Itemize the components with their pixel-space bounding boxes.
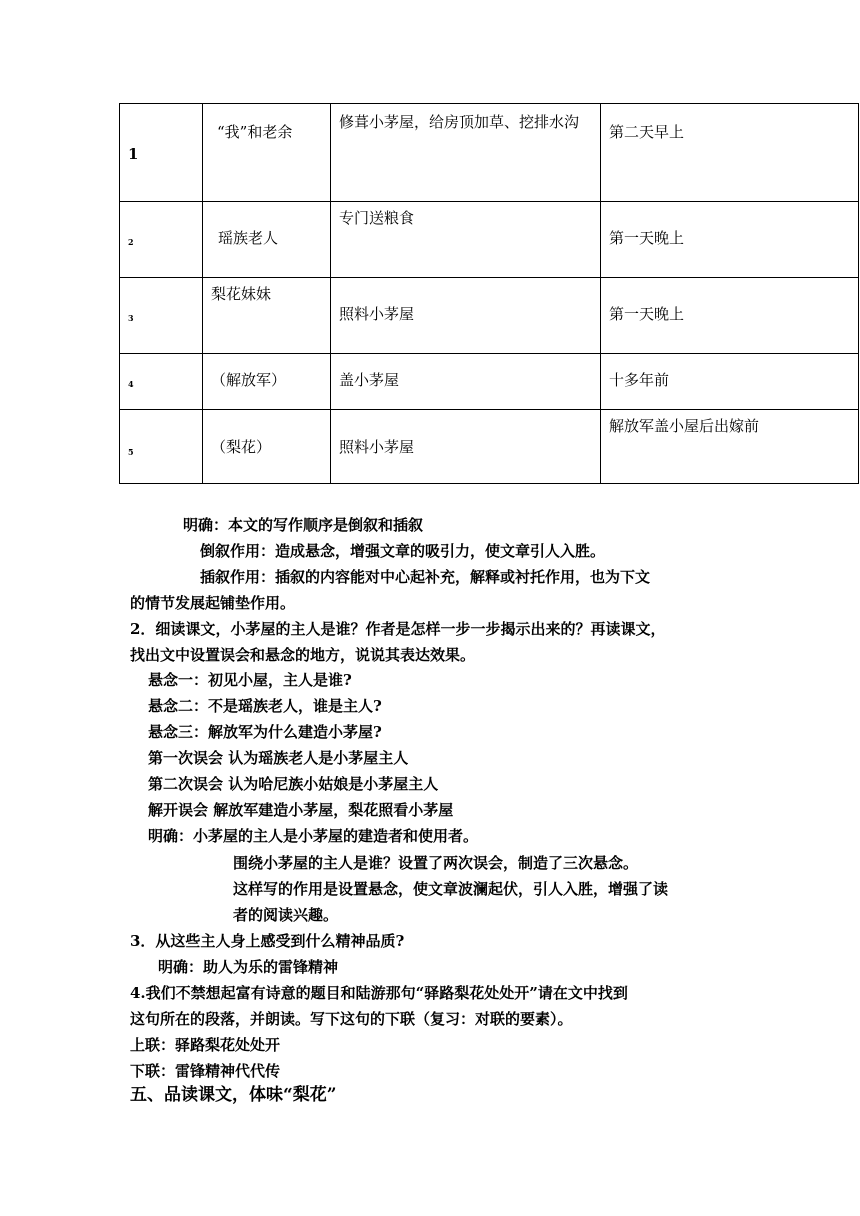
suspense-2: 悬念二：不是瑶族老人，谁是主人? <box>148 697 382 715</box>
table-row <box>120 202 859 278</box>
cell-who: “我”和老余 <box>217 123 293 141</box>
conclusion-order: 明确：本文的写作顺序是倒叙和插叙 <box>183 516 424 534</box>
question-4: 4.我们不禁想起富有诗意的题目和陆游那句“驿路梨花处处开”请在文中找到 <box>130 984 628 1002</box>
misunderstanding-1: 第一次误会 认为瑶族老人是小茅屋主人 <box>148 749 409 767</box>
table-row <box>120 278 859 354</box>
couplet-upper: 上联：驿路梨花处处开 <box>130 1036 281 1054</box>
cell-who: （解放军） <box>211 371 287 389</box>
table-row <box>120 410 859 484</box>
table-row <box>120 354 859 410</box>
summary-table <box>119 103 859 484</box>
cell-when: 十多年前 <box>609 371 670 389</box>
flashback-effect: 倒叙作用：造成悬念，增强文章的吸引力，使文章引人入胜。 <box>200 542 606 560</box>
row-number: 1 <box>128 145 139 163</box>
section-heading: 五、品读课文，体味“梨花” <box>130 1085 337 1105</box>
cell-when: 第一天晚上 <box>609 305 685 323</box>
cell-when: 第一天晚上 <box>609 229 685 247</box>
question-4-cont: 这句所在的段落，并朗读。写下这句的下联（复习：对联的要素）。 <box>130 1010 573 1028</box>
suspense-3: 悬念三：解放军为什么建造小茅屋? <box>148 723 382 741</box>
cell-who: （梨花） <box>211 438 272 456</box>
question-2-cont: 找出文中设置误会和悬念的地方，说说其表达效果。 <box>130 646 476 664</box>
cell-what: 专门送粮食 <box>339 209 415 227</box>
misunderstanding-2: 第二次误会 认为哈尼族小姑娘是小茅屋主人 <box>148 775 439 793</box>
cell-what: 修葺小茅屋，给房顶加草、挖排水沟 <box>339 113 580 131</box>
question-3: 3．从这些主人身上感受到什么精神品质? <box>130 932 405 950</box>
cell-when: 第二天早上 <box>609 123 685 141</box>
misunderstanding-resolved: 解开误会 解放军建造小茅屋，梨花照看小茅屋 <box>148 801 454 819</box>
cell-what: 照料小茅屋 <box>339 305 415 323</box>
cell-what: 照料小茅屋 <box>339 438 415 456</box>
cell-who: 瑶族老人 <box>218 229 279 247</box>
cell-what: 盖小茅屋 <box>339 371 400 389</box>
summary-line-2: 这样写的作用是设置悬念，使文章波澜起伏，引人入胜，增强了读 <box>233 880 669 898</box>
couplet-lower: 下联：雷锋精神代代传 <box>130 1062 281 1080</box>
row-number: 5 <box>128 447 134 457</box>
conclusion-spirit: 明确：助人为乐的雷锋精神 <box>158 958 339 976</box>
cell-who: 梨花妹妹 <box>211 285 272 303</box>
row-number: 3 <box>128 313 134 323</box>
row-number: 4 <box>128 379 134 389</box>
conclusion-owner: 明确：小茅屋的主人是小茅屋的建造者和使用者。 <box>148 827 479 845</box>
table-row <box>120 104 859 202</box>
suspense-1: 悬念一：初见小屋，主人是谁? <box>148 671 352 689</box>
row-number: 2 <box>128 237 134 247</box>
question-2: 2．细读课文，小茅屋的主人是谁？作者是怎样一步一步揭示出来的？再读课文， <box>130 620 666 638</box>
summary-line-1: 围绕小茅屋的主人是谁？设置了两次误会，制造了三次悬念。 <box>233 854 639 872</box>
interpolation-effect-cont: 的情节发展起铺垫作用。 <box>130 594 296 612</box>
interpolation-effect: 插叙作用：插叙的内容能对中心起补充，解释或衬托作用，也为下文 <box>200 568 651 586</box>
cell-when: 解放军盖小屋后出嫁前 <box>609 417 760 435</box>
summary-line-3: 者的阅读兴趣。 <box>233 906 339 924</box>
